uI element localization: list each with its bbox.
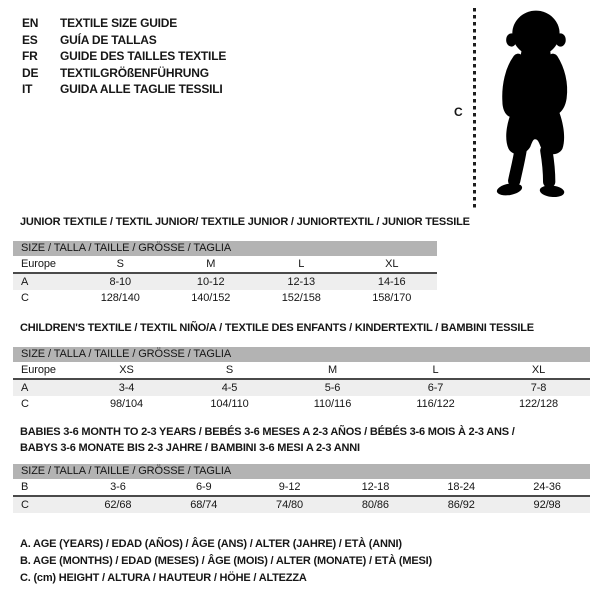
table-row <box>13 256 437 273</box>
table-cell: 80/86 <box>361 499 389 511</box>
table-cell: XL <box>531 363 546 376</box>
table-cell: XL <box>385 257 399 270</box>
table-cell: 4-5 <box>221 381 238 394</box>
language-code: EN <box>22 16 39 30</box>
height-dashed-line <box>473 8 476 208</box>
section-babies-title-line1: BABIES 3-6 MONTH TO 2-3 YEARS / BEBÉS 3-6 MESES A 2-3 AÑOS / BÉBÉS 3-6 MOIS À 2-3 ANS / <box>20 426 515 438</box>
table-row <box>13 379 590 396</box>
guide-title: TEXTILGRÖßENFÜHRUNG <box>60 65 209 80</box>
language-code: IT <box>22 82 33 97</box>
table-cell: S <box>116 257 124 270</box>
table-cell: 68/74 <box>190 499 218 511</box>
table-cell: 24-36 <box>533 481 561 493</box>
size-header-row <box>13 464 590 479</box>
junior-size-table <box>13 241 437 306</box>
row-label: A <box>21 275 29 288</box>
table-cell: L <box>298 257 305 270</box>
table-cell: 92/98 <box>533 499 561 511</box>
row-label: A <box>21 381 29 394</box>
table-cell: 5-6 <box>324 381 341 394</box>
table-cell: 8-10 <box>109 275 132 288</box>
section-children <box>0 321 600 412</box>
table-cell: L <box>432 363 439 376</box>
table-cell: S <box>225 363 234 376</box>
language-title-list <box>22 15 226 98</box>
language-code: ES <box>22 32 38 47</box>
row-label: B <box>21 481 29 493</box>
table-cell: 3-6 <box>110 481 126 493</box>
baby-height-figure <box>452 8 597 213</box>
table-cell: 116/122 <box>416 397 455 410</box>
language-row-en <box>22 15 226 32</box>
section-babies <box>0 425 600 513</box>
size-header-cell: SIZE / TALLA / TAILLE / GRÖSSE / TAGLIA <box>13 464 590 479</box>
language-row-fr <box>22 48 226 65</box>
table-cell: 62/68 <box>104 499 132 511</box>
table-cell: XS <box>119 363 134 376</box>
table-cell: M <box>206 257 216 270</box>
table-cell: 7-8 <box>530 381 547 394</box>
guide-title: TEXTILE SIZE GUIDE <box>60 16 178 30</box>
language-row-de <box>22 65 226 82</box>
table-cell: 14-16 <box>377 275 406 288</box>
table-cell: 140/152 <box>191 291 231 304</box>
section-junior-title: JUNIOR TEXTILE / TEXTIL JUNIOR/ TEXTILE JUNIOR / JUNIORTEXTIL / JUNIOR TESSILE <box>20 216 470 228</box>
table-row <box>13 479 590 496</box>
height-label-c: C <box>454 105 463 119</box>
baby-silhouette-icon <box>483 8 587 210</box>
legend-line-b: B. AGE (MONTHS) / EDAD (MESES) / ÂGE (MOIS) / ALTER (MONATE) / ETÀ (MESI) <box>20 555 432 567</box>
table-row <box>13 396 590 412</box>
table-cell: 6-7 <box>427 381 444 394</box>
section-babies-title-line2: BABYS 3-6 MONATE BIS 2-3 JAHRE / BAMBINI 3-6 MESI A 2-3 ANNI <box>20 441 360 454</box>
table-row <box>13 273 437 290</box>
size-header-row <box>13 347 590 362</box>
table-cell: 122/128 <box>518 397 559 410</box>
table-cell: 152/158 <box>281 291 321 304</box>
table-cell: M <box>327 363 338 376</box>
table-row <box>13 496 590 513</box>
table-cell: 158/170 <box>372 291 412 304</box>
table-row <box>13 290 437 306</box>
table-cell: 86/92 <box>447 499 475 511</box>
table-row <box>13 362 590 379</box>
section-children-title: CHILDREN'S TEXTILE / TEXTIL NIÑO/A / TEXTILE DES ENFANTS / KINDERTEXTIL / BAMBINI TESSILE <box>20 322 534 334</box>
table-cell: 9-12 <box>278 481 301 493</box>
guide-title: GUIDE DES TAILLES TEXTILE <box>60 49 227 64</box>
table-cell: 104/110 <box>210 397 249 410</box>
legend <box>20 536 432 587</box>
table-cell: 110/116 <box>313 397 352 410</box>
language-code: DE <box>22 65 39 80</box>
guide-title: GUIDA ALLE TAGLIE TESSILI <box>60 82 223 97</box>
legend-line-c: C. (cm) HEIGHT / ALTURA / HAUTEUR / HÖHE / ALTEZZA <box>20 572 307 584</box>
table-cell: 74/80 <box>276 499 304 511</box>
babies-size-table <box>13 464 590 513</box>
language-row-it <box>22 81 226 98</box>
guide-title: GUÍA DE TALLAS <box>60 32 157 47</box>
table-cell: 10-12 <box>196 275 225 288</box>
row-label: C <box>21 499 29 511</box>
row-label: C <box>21 397 29 410</box>
table-cell: 12-13 <box>287 275 316 288</box>
table-cell: 3-4 <box>118 381 135 394</box>
row-label: C <box>21 291 29 304</box>
table-cell: 128/140 <box>100 291 140 304</box>
table-cell: 18-24 <box>447 481 476 493</box>
size-header-cell: SIZE / TALLA / TAILLE / GRÖSSE / TAGLIA <box>13 347 590 362</box>
legend-line-a: A. AGE (YEARS) / EDAD (AÑOS) / ÂGE (ANS) / ALTER (JAHRE) / ETÀ (ANNI) <box>20 538 402 550</box>
table-cell: 12-18 <box>361 481 390 493</box>
language-row-es <box>22 32 226 49</box>
children-size-table <box>13 347 590 412</box>
language-code: FR <box>22 49 38 64</box>
table-cell: 6-9 <box>195 481 212 493</box>
row-label: Europe <box>21 363 56 376</box>
size-header-row <box>13 241 437 256</box>
table-cell: 98/104 <box>109 397 144 410</box>
section-junior <box>0 215 600 306</box>
size-header-cell: SIZE / TALLA / TAILLE / GRÖSSE / TAGLIA <box>13 241 437 256</box>
row-label: Europe <box>21 257 56 270</box>
